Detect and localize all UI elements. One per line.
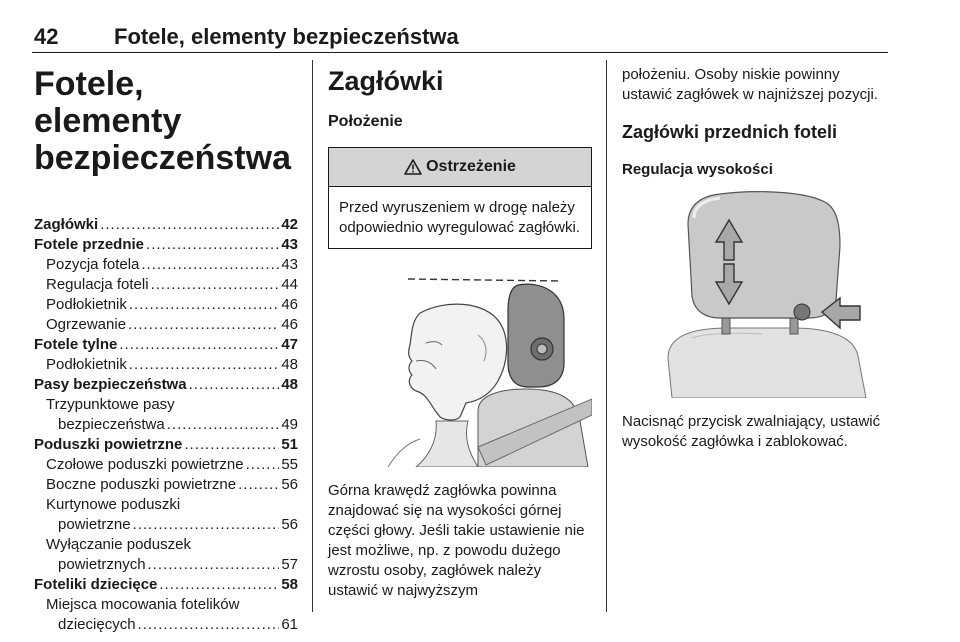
toc-leader bbox=[148, 555, 280, 575]
toc-leader bbox=[141, 255, 279, 275]
toc-entry-title-line1: Kurtynowe poduszki bbox=[46, 496, 181, 513]
toc-entry[interactable] bbox=[34, 235, 298, 255]
toc-entry[interactable] bbox=[34, 295, 298, 315]
toc-entry-page: 51 bbox=[281, 436, 298, 453]
toc-entry-page: 56 bbox=[281, 516, 298, 533]
toc-entry-title: Ogrzewanie bbox=[46, 316, 127, 333]
toc-entry[interactable] bbox=[34, 455, 298, 475]
driver-headrest-figure bbox=[328, 271, 592, 467]
toc-entry[interactable] bbox=[34, 215, 298, 235]
toc-entry-title: Boczne poduszki powietrzne bbox=[46, 476, 237, 493]
toc-entry[interactable] bbox=[34, 275, 298, 295]
toc-column bbox=[34, 60, 298, 635]
toc-entry-title: powietrznych bbox=[58, 556, 146, 573]
toc-entry[interactable] bbox=[34, 435, 298, 455]
toc-entry-title: bezpieczeństwa bbox=[58, 416, 165, 433]
toc-entry[interactable] bbox=[34, 255, 298, 275]
toc-leader bbox=[184, 435, 279, 455]
toc-leader bbox=[246, 455, 280, 475]
column-divider bbox=[606, 60, 607, 612]
toc-leader bbox=[128, 315, 279, 335]
chapter-title-line2: bezpieczeństwa bbox=[34, 139, 291, 177]
toc-entry[interactable] bbox=[34, 375, 298, 395]
toc-entry-page: 61 bbox=[281, 616, 298, 633]
toc-entry-page: 57 bbox=[281, 556, 298, 573]
toc-entry[interactable] bbox=[34, 555, 298, 575]
toc-entry-title: Pozycja fotela bbox=[46, 256, 140, 273]
subsection-title: Położenie bbox=[328, 113, 403, 130]
position-text-part1: Górna krawędź zagłówka powinna znajdować się na wysokości górnej części głowy. Jeśli takie ustawienie nie jest możliwe, np. z powodu dużego wzrostu osoby, zagłówek należy ustawić w najwyższym bbox=[328, 482, 585, 599]
table-of-contents bbox=[34, 215, 298, 635]
toc-entry-page: 56 bbox=[281, 476, 298, 493]
toc-entry-page: 43 bbox=[281, 236, 298, 253]
front-headrest-column bbox=[622, 60, 886, 452]
toc-leader bbox=[189, 375, 280, 395]
toc-entry-page: 48 bbox=[281, 376, 298, 393]
warning-triangle-icon bbox=[404, 159, 422, 175]
toc-entry-title: Poduszki powietrzne bbox=[34, 436, 183, 453]
toc-entry-page: 46 bbox=[281, 296, 298, 313]
toc-leader bbox=[119, 335, 279, 355]
toc-entry-page: 47 bbox=[281, 336, 298, 353]
headrest-adjust-figure bbox=[622, 188, 886, 398]
warning-title: Ostrzeżenie bbox=[426, 158, 516, 175]
toc-entry[interactable] bbox=[34, 315, 298, 335]
height-adjust-text: Nacisnąć przycisk zwalniający, ustawić wysokość zagłówka i zablokować. bbox=[622, 413, 881, 450]
toc-entry[interactable] bbox=[34, 575, 298, 595]
headrest-height-illustration bbox=[622, 188, 886, 398]
toc-entry-page: 49 bbox=[281, 416, 298, 433]
toc-entry-title: Foteliki dziecięce bbox=[34, 576, 158, 593]
chapter-title-line1: Fotele, elementy bbox=[34, 65, 182, 140]
toc-leader bbox=[151, 275, 280, 295]
toc-entry-title: dziecięcych bbox=[58, 616, 136, 633]
column-divider bbox=[312, 60, 313, 612]
toc-entry-title: Fotele tylne bbox=[34, 336, 118, 353]
chapter-title bbox=[34, 66, 298, 177]
toc-leader bbox=[146, 235, 279, 255]
section-title: Zagłówki bbox=[328, 66, 444, 96]
warning-box bbox=[328, 147, 592, 249]
toc-entry-title: Pasy bezpieczeństwa bbox=[34, 376, 187, 393]
headrest-position-illustration bbox=[328, 271, 592, 467]
toc-entry[interactable] bbox=[34, 475, 298, 495]
toc-entry[interactable] bbox=[34, 615, 298, 635]
toc-leader bbox=[238, 475, 279, 495]
headrest-section-column bbox=[328, 60, 592, 601]
page-number: 42 bbox=[34, 24, 59, 49]
toc-entry-title: Regulacja foteli bbox=[46, 276, 149, 293]
toc-leader bbox=[138, 615, 280, 635]
toc-entry[interactable] bbox=[34, 335, 298, 355]
toc-entry[interactable] bbox=[34, 515, 298, 535]
page-header bbox=[32, 22, 888, 53]
position-text-part2: położeniu. Osoby niskie powinny ustawić zagłówek w najniższej pozycji. bbox=[622, 66, 878, 103]
running-title: Fotele, elementy bezpieczeństwa bbox=[114, 24, 459, 49]
toc-leader bbox=[129, 355, 279, 375]
toc-leader bbox=[133, 515, 280, 535]
toc-leader bbox=[100, 215, 279, 235]
warning-text: Przed wyruszeniem w drogę należy odpowiednio wyregulować zagłówki. bbox=[339, 199, 580, 236]
toc-entry-title: Czołowe poduszki powietrzne bbox=[46, 456, 244, 473]
toc-entry-page: 58 bbox=[281, 576, 298, 593]
toc-entry[interactable] bbox=[34, 355, 298, 375]
sub-subsection-title: Regulacja wysokości bbox=[622, 161, 773, 178]
toc-entry-title: Podłokietnik bbox=[46, 296, 127, 313]
toc-leader bbox=[167, 415, 280, 435]
toc-entry-title: Zagłówki bbox=[34, 216, 99, 233]
toc-entry-title-line1: Miejsca mocowania fotelików bbox=[46, 596, 240, 613]
toc-entry-page: 46 bbox=[281, 316, 298, 333]
toc-entry-title-line1: Trzypunktowe pasy bbox=[46, 396, 175, 413]
toc-entry[interactable] bbox=[34, 415, 298, 435]
toc-entry-page: 44 bbox=[281, 276, 298, 293]
toc-entry-page: 55 bbox=[281, 456, 298, 473]
toc-leader bbox=[129, 295, 279, 315]
toc-entry-title: Fotele przednie bbox=[34, 236, 145, 253]
toc-entry-title-line1: Wyłączanie poduszek bbox=[46, 536, 191, 553]
toc-entry-page: 43 bbox=[281, 256, 298, 273]
toc-entry-page: 42 bbox=[281, 216, 298, 233]
toc-leader bbox=[159, 575, 279, 595]
toc-entry-title: powietrzne bbox=[58, 516, 131, 533]
subsection-title: Zagłówki przednich foteli bbox=[622, 122, 838, 142]
toc-entry-page: 48 bbox=[281, 356, 298, 373]
toc-entry-title: Podłokietnik bbox=[46, 356, 127, 373]
warning-header bbox=[329, 148, 591, 187]
